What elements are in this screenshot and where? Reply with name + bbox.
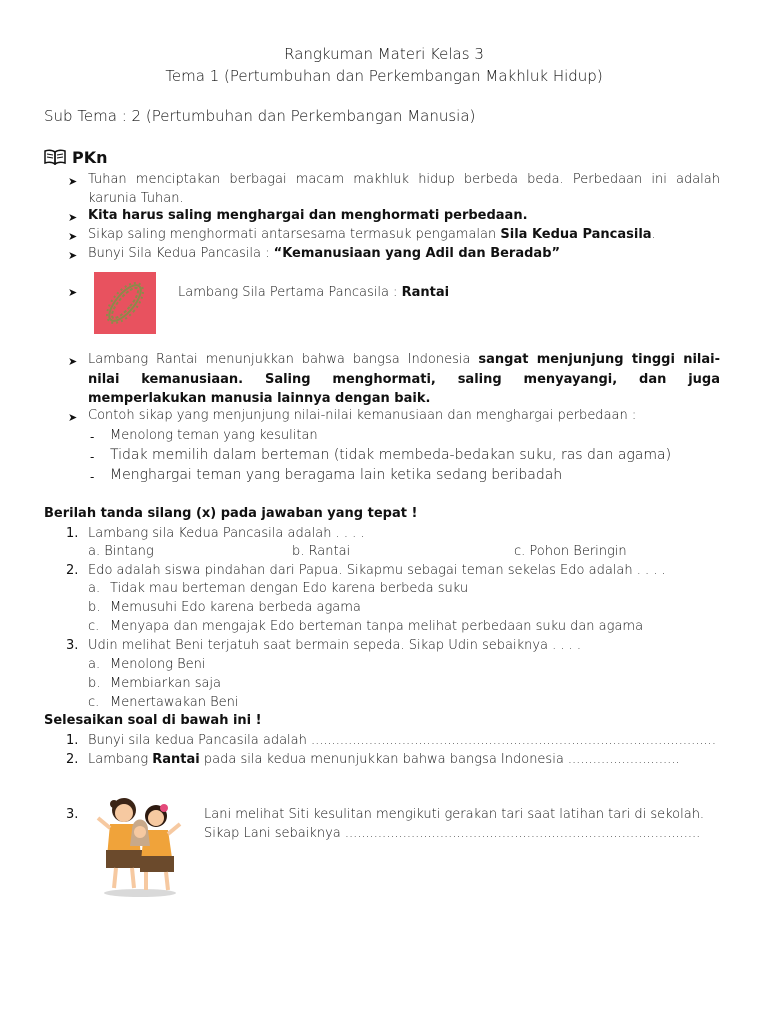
question-number: 2. <box>66 752 79 767</box>
bullet-7: Contoh sikap yang menjunjung nilai-nilai kemanusiaan dan menghargai perbedaan : <box>88 408 637 423</box>
quiz-1-question-3: Udin melihat Beni terjatuh saat bermain sepeda. Sikap Udin sebaiknya . . . . <box>88 638 582 653</box>
example-2: Tidak memilih dalam berteman (tidak membeda-bedakan suku, ras dan agama) <box>110 447 672 463</box>
quiz-1-q2-option-b: Memusuhi Edo karena berbeda agama <box>110 600 361 615</box>
option-letter: c. <box>88 695 100 710</box>
bullet-4-bold: “Kemanusiaan yang Adil dan Beradab” <box>273 246 561 261</box>
bullet-3 <box>88 227 656 242</box>
title-line-2: Tema 1 (Pertumbuhan dan Perkembangan Makhluk Hidup) <box>165 67 603 85</box>
arrow-bullet-icon: ➤ <box>68 411 78 424</box>
bullet-6-line-1 <box>88 352 720 367</box>
quiz-1-q2-option-a: Tidak mau berteman dengan Edo karena berbeda suku <box>110 581 469 596</box>
option-letter: a. <box>88 657 101 672</box>
example-1: Menolong teman yang kesulitan <box>110 428 318 443</box>
question-number: 3. <box>66 807 79 822</box>
bullet-3-end: . <box>651 227 656 242</box>
question-number: 1. <box>66 526 79 541</box>
option-letter: c. <box>88 619 100 634</box>
arrow-bullet-icon: ➤ <box>68 175 78 188</box>
bullet-4 <box>88 246 560 261</box>
quiz-1-q2-option-c: Menyapa dan mengajak Edo berteman tanpa melihat perbedaan suku dan agama <box>110 619 644 634</box>
quiz-1-question-2: Edo adalah siswa pindahan dari Papua. Sikapmu sebagai teman sekelas Edo adalah . . . . <box>88 563 666 578</box>
bullet-6-text: Lambang Rantai menunjukkan bahwa bangsa Indonesia <box>88 352 479 367</box>
quiz-2-question-2 <box>88 752 680 767</box>
bullet-5-bold: Rantai <box>401 285 450 300</box>
bullet-3-bold: Sila Kedua Pancasila <box>500 227 652 242</box>
chain-icon <box>94 272 156 334</box>
bullet-2: Kita harus saling menghargai dan menghormati perbedaan. <box>88 208 528 223</box>
bullet-1-line-2: karunia Tuhan. <box>88 191 184 206</box>
quiz-2-question-3-line-1: Lani melihat Siti kesulitan mengikuti gerakan tari saat latihan tari di sekolah. <box>204 807 705 822</box>
option-letter: b. <box>88 676 101 691</box>
option-letter: a. <box>88 581 101 596</box>
quiz-1-q3-option-c: Menertawakan Beni <box>110 695 239 710</box>
quiz-2-q2-end: pada sila kedua menunjukkan bahwa bangsa Indonesia ........................... <box>199 752 680 767</box>
quiz-1-q1-option-a: a. Bintang <box>88 544 154 559</box>
arrow-bullet-icon: ➤ <box>68 249 78 262</box>
bullet-4-text: Bunyi Sila Kedua Pancasila : <box>88 246 274 261</box>
quiz-2-q2-text: Lambang <box>88 752 153 767</box>
subtema-line: Sub Tema : 2 (Pertumbuhan dan Perkembangan Manusia) <box>44 107 476 125</box>
bullet-1-line-1: Tuhan menciptakan berbagai macam makhluk hidup berbeda beda. Perbedaan ini adalah <box>88 172 720 187</box>
pkn-heading <box>44 148 108 167</box>
quiz-1-q1-option-c: c. Pohon Beringin <box>514 544 627 559</box>
dash-marker: - <box>90 470 95 484</box>
quiz-1-q1-option-b: b. Rantai <box>292 544 351 559</box>
pkn-heading-text: PKn <box>72 148 108 167</box>
bullet-3-text: Sikap saling menghormati antarsesama termasuk pengamalan <box>88 227 501 242</box>
quiz-2-question-3-line-2: Sikap Lani sebaiknya ...................................................................................... <box>204 826 701 841</box>
question-number: 3. <box>66 638 79 653</box>
example-3: Menghargai teman yang beragama lain ketika sedang beribadah <box>110 467 563 483</box>
quiz-2-question-1: Bunyi sila kedua Pancasila adalah .................................................................................................. <box>88 733 716 748</box>
quiz-2-q2-bold: Rantai <box>152 752 200 767</box>
arrow-bullet-icon: ➤ <box>68 230 78 243</box>
dancing-girls-illustration <box>96 790 184 898</box>
bullet-6-line-2: nilai kemanusiaan. Saling menghormati, saling menyayangi, dan juga <box>88 372 720 387</box>
question-number: 2. <box>66 563 79 578</box>
quiz-1-q3-option-b: Membiarkan saja <box>110 676 222 691</box>
bullet-6-line-3: memperlakukan manusia lainnya dengan baik. <box>88 391 431 406</box>
arrow-bullet-icon: ➤ <box>68 211 78 224</box>
rantai-symbol-image <box>94 272 156 334</box>
option-letter: b. <box>88 600 101 615</box>
dash-marker: - <box>90 450 95 464</box>
question-number: 1. <box>66 733 79 748</box>
quiz-2-heading: Selesaikan soal di bawah ini ! <box>44 713 262 728</box>
bullet-5-text: Lambang Sila Pertama Pancasila : <box>178 285 402 300</box>
quiz-1-heading: Berilah tanda silang (x) pada jawaban yang tepat ! <box>44 506 418 521</box>
arrow-bullet-icon: ➤ <box>68 355 78 368</box>
arrow-bullet-icon: ➤ <box>68 286 78 299</box>
bullet-5 <box>178 285 449 300</box>
dash-marker: - <box>90 430 95 444</box>
quiz-1-question-1: Lambang sila Kedua Pancasila adalah . . . . <box>88 526 365 541</box>
quiz-1-q3-option-a: Menolong Beni <box>110 657 206 672</box>
book-icon <box>44 149 66 165</box>
title-line-1: Rangkuman Materi Kelas 3 <box>284 45 484 63</box>
bullet-6-bold: sangat menjunjung tinggi nilai- <box>478 352 720 367</box>
